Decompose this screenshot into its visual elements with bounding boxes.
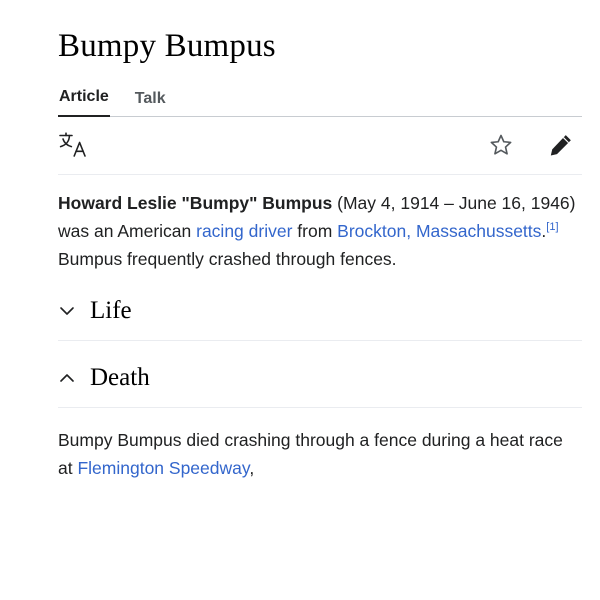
subject-name: Howard Leslie "Bumpy" Bumpus bbox=[58, 192, 333, 213]
link-flemington-speedway[interactable]: Flemington Speedway bbox=[77, 457, 250, 478]
page-title: Bumpy Bumpus bbox=[58, 28, 276, 64]
section-death-title: Death bbox=[90, 363, 150, 391]
section-divider bbox=[58, 340, 582, 341]
section-life-header[interactable] bbox=[58, 296, 582, 326]
reference-link[interactable]: [1] bbox=[546, 221, 559, 234]
language-translate-icon[interactable] bbox=[58, 131, 88, 159]
chevron-up-icon[interactable] bbox=[58, 369, 76, 387]
lead-paragraph-two: Bumpus frequently crashed through fences. bbox=[58, 249, 397, 270]
star-outline-icon[interactable] bbox=[488, 132, 514, 158]
death-text-after: , bbox=[249, 457, 255, 478]
pencil-edit-icon[interactable] bbox=[548, 132, 574, 158]
section-death bbox=[58, 363, 582, 483]
toolbar-actions bbox=[488, 132, 582, 158]
reference-marker[interactable] bbox=[546, 221, 558, 233]
lead-paragraph bbox=[58, 189, 582, 246]
article-tabs bbox=[58, 87, 582, 117]
lead-dates: (May 4, 1914 – June 16, 1946) was an American bbox=[58, 192, 576, 241]
lead-period: . bbox=[541, 220, 547, 241]
tab-talk[interactable]: Talk bbox=[134, 89, 166, 107]
link-brockton-massachussetts[interactable]: Brockton, Massachussetts bbox=[337, 220, 542, 241]
lead-section bbox=[58, 189, 582, 274]
section-death-header[interactable] bbox=[58, 363, 582, 393]
lead-mid-text: from bbox=[292, 220, 338, 241]
article-toolbar bbox=[58, 117, 582, 175]
tab-article[interactable]: Article bbox=[58, 88, 110, 117]
section-life bbox=[58, 296, 582, 341]
link-racing-driver[interactable]: racing driver bbox=[196, 220, 293, 241]
section-death-body bbox=[58, 426, 582, 483]
chevron-down-icon[interactable] bbox=[58, 302, 76, 320]
death-text-before: Bumpy Bumpus died crashing through a fence during a heat race at bbox=[58, 429, 563, 478]
section-divider bbox=[58, 407, 582, 408]
section-life-title: Life bbox=[90, 296, 132, 324]
